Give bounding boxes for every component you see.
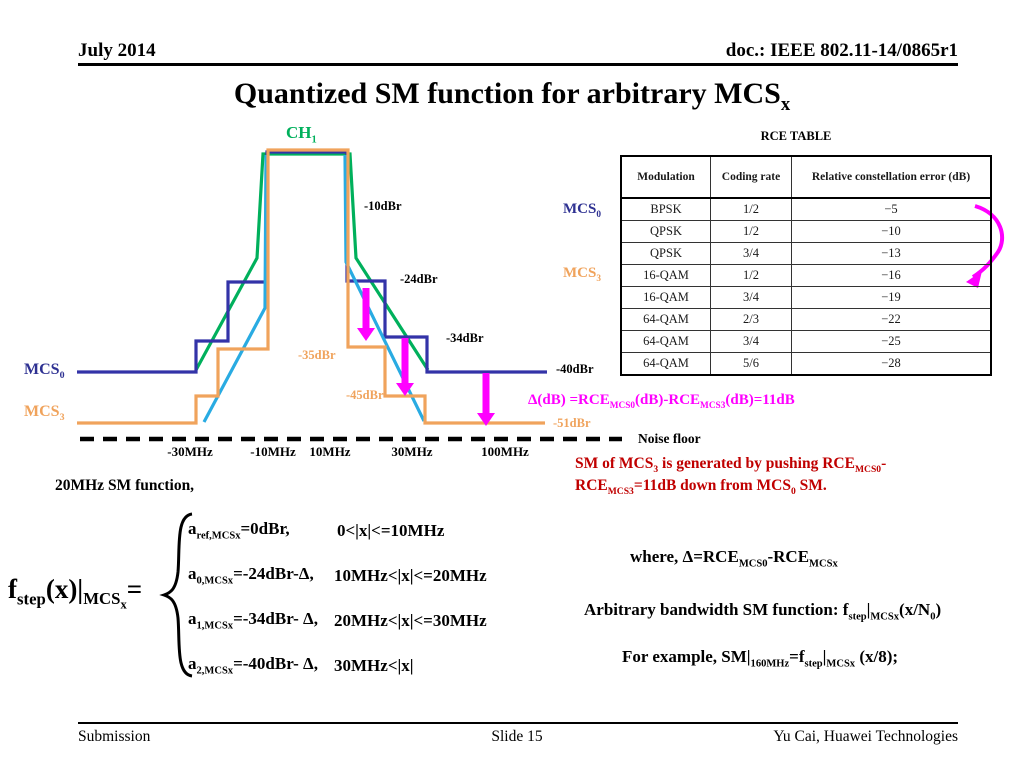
rce-cell: 16-QAM: [621, 265, 711, 287]
x-tick-30mhz: 30MHz: [391, 444, 433, 459]
footer-submission: Submission: [78, 728, 151, 745]
formula-row-c: $a_{1,MCSx}=-34dBr-$ Δ,: [188, 609, 318, 632]
cyan-left-line: [204, 155, 266, 422]
rce-cell: 5/6: [711, 353, 792, 376]
cyan-right-line: [345, 155, 424, 421]
rce-table-row: [621, 309, 991, 331]
rce-table-title: RCE TABLE: [760, 129, 832, 143]
rce-cell: −13: [792, 243, 992, 265]
rce-cell: BPSK: [621, 198, 711, 221]
rce-cell: −22: [792, 309, 992, 331]
header-date: July 2014: [78, 40, 156, 61]
level-label-10dbr: -10dBr: [364, 199, 402, 213]
footer-rule: [78, 722, 958, 724]
mcs0-line-label: $MCS_0$: [24, 361, 65, 382]
rce-cell: −16: [792, 265, 992, 287]
rce-cell: 16-QAM: [621, 287, 711, 309]
rce-cell: 1/2: [711, 265, 792, 287]
rce-table-row: [621, 243, 991, 265]
push-down-arrowhead: [357, 328, 375, 341]
x-tick-100mhz: 100MHz: [481, 444, 529, 459]
rce-cell: 3/4: [711, 287, 792, 309]
mcs3-line: [77, 150, 545, 423]
rce-col-header: Coding rate: [711, 156, 792, 198]
rce-table: [620, 155, 992, 376]
slide-title: Quantized SM function for arbitrary $MCS_x$: [233, 77, 791, 115]
formula-row-b-cond: 10MHz<|x|<=20MHz: [334, 566, 487, 585]
rce-col-header: Relative constellation error (dB): [792, 156, 992, 198]
push-down-arrowhead: [396, 383, 414, 396]
level-label-35dbr: -35dBr: [298, 348, 336, 362]
delta-equation: $\Delta(dB) =RCE_{MCS0}(dB)-RCE_{MCS3}(dB)=11dB$: [528, 392, 795, 411]
formula-row-b: $a_{0,MCSx}=-24dBr-\Delta$,: [188, 564, 314, 587]
formula-row-a-cond: 0<|x|<=10MHz: [337, 521, 445, 540]
push-down-arrowhead: [477, 413, 495, 426]
x-tick-10mhz: 10MHz: [309, 444, 351, 459]
mcs3-table-label: $MCS_3$: [563, 265, 601, 284]
mcs0-table-label: $MCS_0$: [563, 201, 601, 220]
footer-author: Yu Cai, Huawei Technologies: [773, 728, 958, 745]
level-label-45dbr: -45dBr: [346, 388, 384, 402]
rce-table-row: [621, 353, 991, 376]
x-tick--30mhz: -30MHz: [167, 444, 213, 459]
chart-caption: 20MHz SM function,: [55, 477, 195, 494]
rce-cell: 3/4: [711, 243, 792, 265]
footer-slide-number: Slide 15: [491, 728, 543, 745]
rce-cell: −28: [792, 353, 992, 376]
formula-row-d: $a_{2,MCSx}=-40dBr-$ Δ,: [188, 654, 318, 677]
example-equation: For example, $SM|_{160MHz}=f_{step}|_{MCSx}$ (x/8);: [622, 647, 899, 670]
rce-table-row: [621, 198, 991, 221]
rce-cell: 64-QAM: [621, 353, 711, 376]
rce-col-header: Modulation: [621, 156, 711, 198]
level-label-24dbr: -24dBr: [400, 272, 438, 286]
rce-cell: −10: [792, 221, 992, 243]
rce-cell: 1/2: [711, 221, 792, 243]
header-doc-number: doc.: IEEE 802.11-14/0865r1: [725, 40, 958, 61]
header-rule: [78, 63, 958, 66]
level-label-40dbr: -40dBr: [556, 362, 594, 376]
rce-cell: −5: [792, 198, 992, 221]
rce-table-row: [621, 287, 991, 309]
fstep-lhs: $f_{step}(x)|_{MCS_x}=$: [8, 574, 143, 612]
formula-row-c-cond: 20MHz<|x|<=30MHz: [334, 611, 487, 630]
formula-row-a: $a_{ref,MCSx}=0dBr$,: [188, 519, 290, 542]
rce-cell: −25: [792, 331, 992, 353]
sm-generation-note: SM of $MCS_3$ is generated by pushing $RCE_{MCS0}-$ $RCE_{MCS3}=11dB$ down from $MCS_0$ SM.: [575, 455, 887, 497]
rce-cell: −19: [792, 287, 992, 309]
rce-cell: 2/3: [711, 309, 792, 331]
formula-row-d-cond: 30MHz<|x|: [334, 656, 414, 675]
level-label-34dbr: -34dBr: [446, 331, 484, 345]
rce-cell: 1/2: [711, 198, 792, 221]
arbitrary-bw-equation: Arbitrary bandwidth SM function: $f_{step}|_{MCSx}(x/N_0)$: [584, 600, 942, 623]
rce-table-row: [621, 265, 991, 287]
rce-cell: 64-QAM: [621, 309, 711, 331]
where-equation: where, $\Delta=RCE_{MCS0}-RCE_{MCSx}$: [630, 547, 838, 570]
ch1-label: $CH_1$: [286, 123, 317, 146]
level-label-51dbr: -51dBr: [553, 416, 591, 430]
ch1-line: [196, 154, 428, 370]
mcs3-line-label: $MCS_3$: [24, 403, 65, 424]
rce-table-row: [621, 331, 991, 353]
rce-cell: 3/4: [711, 331, 792, 353]
rce-cell: 64-QAM: [621, 331, 711, 353]
rce-cell: QPSK: [621, 221, 711, 243]
noise-floor-label: Noise floor: [638, 431, 701, 446]
rce-cell: QPSK: [621, 243, 711, 265]
rce-table-row: [621, 221, 991, 243]
x-tick--10mhz: -10MHz: [250, 444, 296, 459]
